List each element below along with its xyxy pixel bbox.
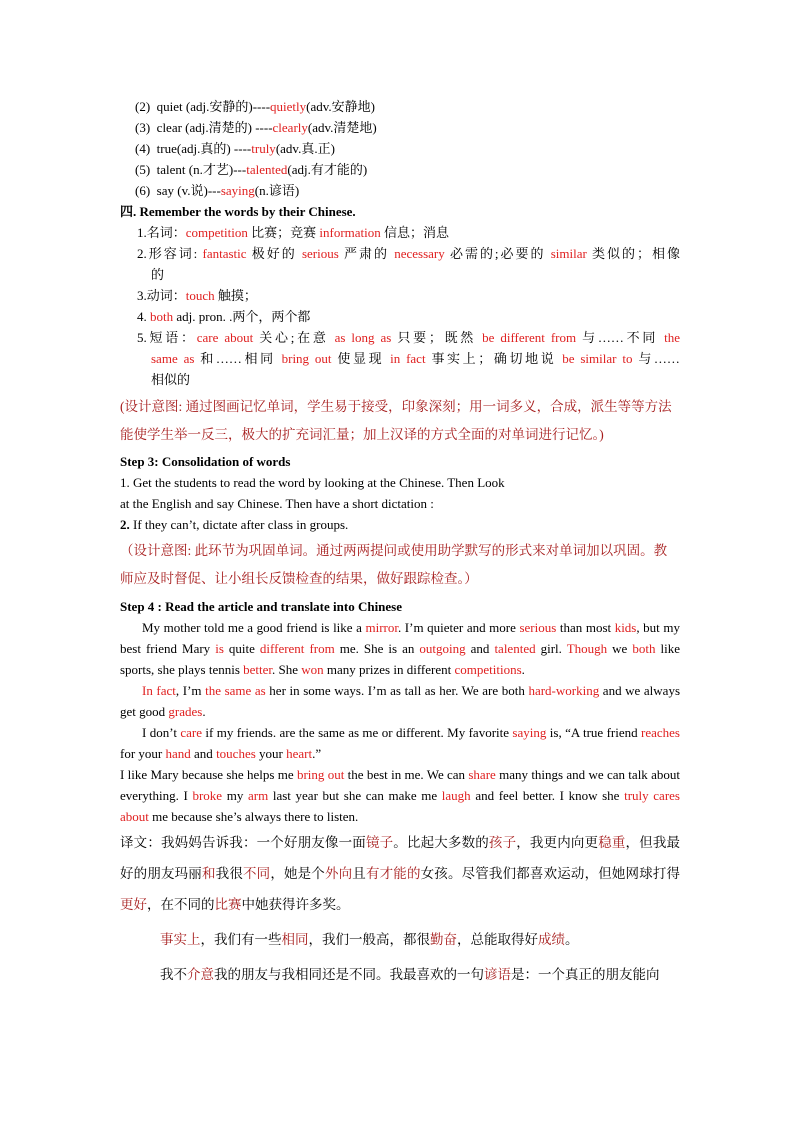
text-run: her in some ways. I’m as tall as her. We are both bbox=[265, 683, 529, 698]
design-note-2: （设计意图: 此环节为巩固单词。通过两两提问或使用助学默写的形式来对单词加以巩固。教师应及时督促、让小组长反馈检查的结果，做好跟踪检查。） bbox=[120, 543, 668, 586]
text-run: touches bbox=[216, 746, 256, 761]
text-run: (n.谚语) bbox=[254, 183, 300, 198]
vocab-adjectives-cont: 的 bbox=[151, 267, 165, 282]
vocab-both bbox=[120, 306, 680, 327]
text-run: the same as bbox=[205, 683, 266, 698]
translation-paragraph-1 bbox=[120, 827, 680, 920]
text-run: 比赛；竞赛 bbox=[247, 225, 320, 240]
text-run: reaches bbox=[641, 725, 680, 740]
text-run: grades bbox=[168, 704, 203, 719]
step-3-line-1: 1. Get the students to read the word by looking at the Chinese. Then Look bbox=[120, 475, 505, 490]
text-run: 是：一个真正的朋友能向 bbox=[511, 967, 660, 982]
vocab-nouns bbox=[120, 222, 680, 243]
document-page bbox=[120, 96, 680, 990]
text-run: 更好 bbox=[120, 897, 147, 912]
text-run: truly cares about bbox=[120, 788, 680, 824]
text-run: 触摸； bbox=[214, 288, 257, 303]
text-run: 类似的；相像 bbox=[586, 246, 680, 261]
text-run: 必需的;必要的 bbox=[444, 246, 551, 261]
text-run: we bbox=[607, 641, 633, 656]
text-run: competitions bbox=[454, 662, 522, 677]
text-run: saying bbox=[512, 725, 547, 740]
text-run: (adj.有才能的) bbox=[287, 162, 368, 177]
text-run: serious bbox=[301, 246, 339, 261]
vocab-adjectives bbox=[120, 243, 680, 264]
step-3-title: Step 3: Consolidation of words bbox=[120, 454, 291, 469]
word-form-item bbox=[120, 96, 680, 117]
text-run: serious bbox=[519, 620, 557, 635]
text-run: mirror bbox=[365, 620, 398, 635]
text-run: the bbox=[664, 330, 680, 345]
article-paragraph-4 bbox=[120, 764, 680, 827]
article-paragraph-3 bbox=[120, 722, 680, 764]
text-run: quite bbox=[223, 641, 260, 656]
text-run: care about bbox=[196, 330, 254, 345]
text-run: bring out bbox=[296, 767, 345, 782]
text-run: 相同 bbox=[281, 932, 309, 947]
text-run: last year but she can make me bbox=[268, 788, 442, 803]
text-run: (adv.安静地) bbox=[306, 99, 375, 114]
text-run: 严肃的 bbox=[338, 246, 395, 261]
text-run: . bbox=[521, 662, 525, 677]
text-run: and feel better. I know she bbox=[470, 788, 625, 803]
text-run: 关心;在意 bbox=[253, 330, 335, 345]
text-run: touch bbox=[185, 288, 215, 303]
word-forms-list bbox=[120, 96, 680, 201]
text-run: 译文：我妈妈告诉我：一个好朋友像一面 bbox=[120, 835, 366, 850]
text-run: . bbox=[202, 704, 206, 719]
vocab-phrases-cont bbox=[120, 348, 680, 369]
text-run: 和……相同 bbox=[194, 351, 282, 366]
text-run: talented bbox=[494, 641, 536, 656]
text-run: 稳重 bbox=[598, 835, 626, 850]
text-run: 介意 bbox=[187, 967, 214, 982]
text-run: If they can’t, dictate after class in groups. bbox=[129, 517, 349, 532]
text-run: (6) bbox=[135, 183, 151, 198]
text-run: truly bbox=[251, 141, 276, 156]
text-run: .” bbox=[312, 746, 322, 761]
word-form-item bbox=[120, 159, 680, 180]
text-run: arm bbox=[247, 788, 269, 803]
text-run: 且 bbox=[352, 866, 366, 881]
text-run: 孩子 bbox=[488, 835, 517, 850]
text-run: different from bbox=[259, 641, 335, 656]
text-run: if my friends. are the same as me or different. My favorite bbox=[202, 725, 513, 740]
text-run: 和 bbox=[201, 866, 216, 881]
text-run: 我的朋友与我相同还是不同。我最喜欢的一句 bbox=[214, 967, 484, 982]
text-run: 3.动词： bbox=[137, 288, 186, 303]
text-run: . She bbox=[272, 662, 302, 677]
text-run: the best in me. We can bbox=[344, 767, 469, 782]
text-run: be similar to bbox=[562, 351, 633, 366]
text-run: (adv.真.正) bbox=[275, 141, 335, 156]
text-run: 信息；消息 bbox=[380, 225, 450, 240]
text-run: fantastic bbox=[202, 246, 247, 261]
text-run: girl. bbox=[535, 641, 567, 656]
text-run: 与……不同 bbox=[576, 330, 665, 345]
text-run: 我很 bbox=[215, 866, 243, 881]
text-run: (4) bbox=[135, 141, 151, 156]
text-run: is, “A true friend bbox=[546, 725, 642, 740]
text-run: 5.短语： bbox=[137, 330, 197, 345]
text-run: adj. pron. .两个，两个都 bbox=[173, 309, 311, 324]
text-run: and bbox=[465, 641, 495, 656]
text-run: 女孩。尽管我们都喜欢运动，但她网球打得 bbox=[420, 866, 681, 881]
translation-paragraph-3 bbox=[120, 959, 680, 990]
text-run: 4. bbox=[137, 309, 150, 324]
text-run: I like Mary because she helps me bbox=[120, 767, 297, 782]
text-run: 事实上；确切地说 bbox=[425, 351, 563, 366]
text-run: competition bbox=[185, 225, 248, 240]
text-run: necessary bbox=[394, 246, 445, 261]
text-run: ，但我最好的朋友玛丽 bbox=[120, 835, 681, 881]
text-run: 。 bbox=[565, 932, 579, 947]
text-run: 谚语 bbox=[484, 967, 511, 982]
article-paragraph-1 bbox=[120, 617, 680, 680]
text-run: hand bbox=[165, 746, 191, 761]
text-run: 与…… bbox=[632, 351, 680, 366]
text-run: both bbox=[150, 309, 174, 324]
text-run: clearly bbox=[272, 120, 308, 135]
text-run: 。比起大多数的 bbox=[393, 835, 489, 850]
text-run: ，总能取得好 bbox=[457, 932, 538, 947]
text-run: won bbox=[301, 662, 324, 677]
text-run: many things and we can talk about everything. I bbox=[120, 767, 680, 803]
text-run: ，我们有一些 bbox=[200, 932, 282, 947]
text-run: me. She is an bbox=[334, 641, 420, 656]
text-run: say (v.说)--- bbox=[156, 183, 221, 198]
text-run: Though bbox=[566, 641, 608, 656]
text-run: 我不 bbox=[160, 967, 187, 982]
translation-paragraph-2 bbox=[120, 924, 680, 955]
text-run: 2. bbox=[120, 517, 130, 532]
text-run: 只要；既然 bbox=[391, 330, 483, 345]
text-run: 外向 bbox=[324, 866, 353, 881]
text-run: heart bbox=[286, 746, 313, 761]
text-run: information bbox=[319, 225, 381, 240]
text-run: bring out bbox=[281, 351, 332, 366]
text-run: I don’t bbox=[142, 725, 181, 740]
text-run: quiet (adj.安静的)---- bbox=[156, 99, 271, 114]
text-run: (adv.清楚地) bbox=[307, 120, 377, 135]
text-run: kids bbox=[614, 620, 637, 635]
text-run: 勤奋 bbox=[430, 932, 457, 947]
vocab-phrases bbox=[120, 327, 680, 348]
text-run: (2) bbox=[135, 99, 151, 114]
text-run: 事实上 bbox=[160, 932, 201, 947]
text-run: ，我更内向更 bbox=[516, 835, 599, 850]
text-run: many prizes in different bbox=[323, 662, 455, 677]
text-run: 镜子 bbox=[365, 835, 394, 850]
text-run: 有才能的 bbox=[365, 866, 421, 881]
vocab-phrases-cont2: 相似的 bbox=[151, 372, 191, 387]
word-form-item bbox=[120, 117, 680, 138]
design-note-1: (设计意图: 通过图画记忆单词，学生易于接受，印象深刻；用一词多义，合成，派生等等方法能使学生举一反三，极大的扩充词汇量；加上汉译的方式全面的对单词进行记忆。) bbox=[120, 399, 672, 442]
text-run: me because she’s always there to listen. bbox=[148, 809, 359, 824]
text-run: as long as bbox=[334, 330, 392, 345]
step-3-line-2: at the English and say Chinese. Then have a short dictation : bbox=[120, 496, 434, 511]
text-run: 不同 bbox=[242, 866, 271, 881]
text-run: clear (adj.清楚的) ---- bbox=[156, 120, 273, 135]
text-run: 中她获得许多奖。 bbox=[241, 897, 350, 912]
text-run: and bbox=[190, 746, 217, 761]
article-paragraph-2 bbox=[120, 680, 680, 722]
text-run: . I’m quieter and more bbox=[397, 620, 520, 635]
text-run: hard-working bbox=[528, 683, 600, 698]
text-run: like sports, she plays tennis bbox=[120, 641, 680, 677]
text-run: outgoing bbox=[419, 641, 466, 656]
text-run: ，在不同的 bbox=[147, 897, 215, 912]
step-3-line-3 bbox=[120, 514, 680, 535]
text-run: my bbox=[222, 788, 248, 803]
text-run: is bbox=[215, 641, 224, 656]
word-form-item bbox=[120, 180, 680, 201]
text-run: care bbox=[180, 725, 202, 740]
text-run: , I’m bbox=[175, 683, 206, 698]
text-run: be different from bbox=[482, 330, 577, 345]
text-run: than most bbox=[556, 620, 615, 635]
word-form-item bbox=[120, 138, 680, 159]
text-run: 2.形容词: bbox=[137, 246, 203, 261]
text-run: In fact bbox=[142, 683, 176, 698]
vocab-verbs bbox=[120, 285, 680, 306]
text-run: similar bbox=[550, 246, 587, 261]
text-run: 极好的 bbox=[246, 246, 302, 261]
text-run: My mother told me a good friend is like a bbox=[142, 620, 366, 635]
text-run: saying bbox=[220, 183, 255, 198]
text-run: 1.名词： bbox=[137, 225, 186, 240]
text-run: and we always get good bbox=[120, 683, 681, 719]
text-run: , but my best friend Mary bbox=[120, 620, 680, 656]
text-run: 使显现 bbox=[331, 351, 391, 366]
text-run: (5) bbox=[135, 162, 151, 177]
step-4-title: Step 4 : Read the article and translate into Chinese bbox=[120, 599, 403, 614]
text-run: your bbox=[255, 746, 287, 761]
text-run: 成绩 bbox=[538, 932, 565, 947]
text-run: talented bbox=[246, 162, 288, 177]
text-run: ，我们一般高，都很 bbox=[308, 932, 430, 947]
text-run: (3) bbox=[135, 120, 151, 135]
text-run: same as bbox=[151, 351, 195, 366]
text-run: broke bbox=[192, 788, 223, 803]
section-4-title: 四. Remember the words by their Chinese. bbox=[120, 204, 356, 219]
text-run: 比赛 bbox=[214, 897, 242, 912]
text-run: ，她是个 bbox=[270, 866, 325, 881]
text-run: laugh bbox=[441, 788, 471, 803]
text-run: share bbox=[468, 767, 496, 782]
text-run: quietly bbox=[270, 99, 307, 114]
text-run: talent (n.才艺)--- bbox=[156, 162, 247, 177]
text-run: better bbox=[243, 662, 273, 677]
text-run: both bbox=[632, 641, 656, 656]
text-run: in fact bbox=[390, 351, 426, 366]
text-run: true(adj.真的) ---- bbox=[156, 141, 252, 156]
text-run: for your bbox=[120, 746, 166, 761]
